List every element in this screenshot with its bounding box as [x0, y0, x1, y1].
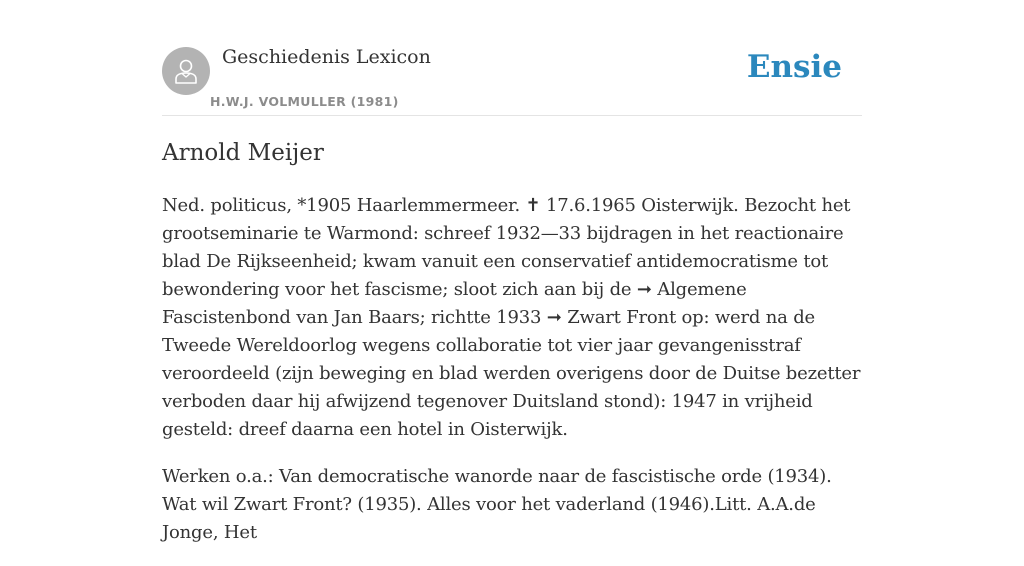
- entry-text: van Jan Baars; richtte 1933: [290, 307, 547, 328]
- entry-text: op: werd na de Tweede Wereldoorlog wegens collaboratie tot vier jaar gevangenisstraf veroordeeld (zijn beweging en blad werden overigens door de Duitse bezetter verboden daar hij afwijzend tegenover Duitsland stond): 1947 in vrijheid gesteld: dreef daarna een hotel in Oisterwijk.: [162, 307, 861, 440]
- link-zwart-front[interactable]: Zwart Front: [561, 307, 676, 328]
- entry-body: [162, 192, 862, 566]
- arrow-icon: ➞: [546, 307, 562, 328]
- user-icon-glyph: [171, 56, 201, 86]
- user-icon[interactable]: [162, 47, 210, 95]
- content-container: [162, 0, 862, 543]
- lexicon-title[interactable]: Geschiedenis Lexicon: [222, 46, 431, 68]
- ensie-logo[interactable]: Ensie: [746, 49, 842, 85]
- lexicon-header: [162, 0, 862, 116]
- entry-text: 17.6.1965 Oisterwijk. Bezocht het grootseminarie te Warmond: schreef 1932—33 bijdragen in het reactionaire blad De Rijkseenheid; kwam vanuit een conservatief antidemocratisme tot bewondering voor het fascisme; sloot zich aan bij de: [162, 195, 851, 300]
- entry-title: Arnold Meijer: [162, 140, 324, 166]
- entry-paragraph: [162, 192, 862, 444]
- entry-paragraph-works: Werken o.a.: Van democratische wanorde naar de fascistische orde (1934). Wat wil Zwart Front? (1935). Alles voor het vaderland (1946).Litt. A.A.de Jonge, Het: [162, 466, 832, 543]
- author-credit: H.W.J. VOLMULLER (1981): [210, 94, 399, 109]
- cross-icon: ✝: [525, 195, 541, 216]
- arrow-icon: ➞: [636, 279, 652, 300]
- link-algemene-fascistenbond[interactable]: Algemene Fascistenbond: [162, 279, 747, 328]
- entry-text: Ned. politicus, *1905 Haarlemmermeer.: [162, 195, 526, 216]
